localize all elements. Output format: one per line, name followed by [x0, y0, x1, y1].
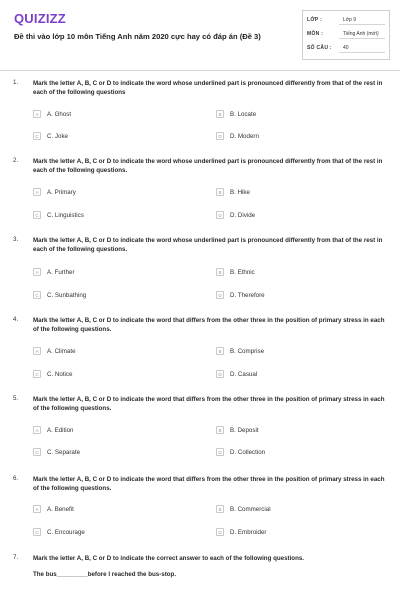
option-b[interactable]	[216, 346, 264, 356]
question-text: Mark the letter A, B, C or D to indicate the word whose underlined part is pronounced differently from that of the rest in each of the following questions.	[33, 158, 383, 175]
option-c[interactable]	[33, 131, 68, 141]
meta-value: Lớp 9	[343, 17, 357, 23]
option-text: C. Joke	[47, 132, 68, 140]
option-letter: C	[33, 132, 41, 140]
option-text: B. Hike	[230, 188, 250, 196]
option-c[interactable]	[33, 447, 80, 457]
option-text: D. Divide	[230, 211, 256, 219]
option-b[interactable]	[216, 425, 259, 435]
option-letter: A	[33, 426, 41, 434]
meta-divider	[339, 24, 385, 25]
option-a[interactable]	[33, 109, 71, 119]
option-text: B. Commercial	[230, 505, 271, 513]
option-c[interactable]	[33, 290, 86, 300]
option-text: B. Locate	[230, 110, 257, 118]
option-text: A. Ghost	[47, 110, 72, 118]
option-d[interactable]	[216, 369, 257, 379]
option-text: D. Collection	[230, 448, 266, 456]
option-letter: C	[33, 528, 41, 536]
option-c[interactable]	[33, 527, 85, 537]
option-text: C. Linguistics	[47, 211, 84, 219]
option-letter: D	[216, 132, 224, 140]
option-text: D. Modern	[230, 132, 259, 140]
option-b[interactable]	[216, 267, 255, 277]
option-d[interactable]	[216, 290, 265, 300]
option-text: B. Comprise	[230, 347, 265, 355]
meta-divider	[339, 52, 385, 53]
meta-value: 40	[343, 45, 349, 51]
meta-divider	[339, 38, 385, 39]
question-number: 7.	[13, 554, 19, 561]
option-letter: D	[216, 211, 224, 219]
option-text: B. Ethnic	[230, 268, 255, 276]
option-b[interactable]	[216, 109, 256, 119]
option-letter: A	[33, 110, 41, 118]
question-text: Mark the letter A, B, C or D to indicate the word that differs from the other three in the position of primary stress in each of the following questions.	[33, 317, 385, 334]
option-letter: B	[216, 426, 224, 434]
option-c[interactable]	[33, 369, 72, 379]
option-letter: B	[216, 110, 224, 118]
option-letter: B	[216, 347, 224, 355]
option-text: B. Deposit	[230, 426, 259, 434]
option-letter: B	[216, 188, 224, 196]
option-text: C. Sunbathing	[47, 291, 87, 299]
option-a[interactable]	[33, 346, 76, 356]
meta-info-box	[302, 10, 390, 60]
option-a[interactable]	[33, 504, 74, 514]
option-text: A. Benefit	[47, 505, 74, 513]
meta-key: SỐ CÂU :	[307, 45, 332, 51]
option-letter: B	[216, 268, 224, 276]
option-text: D. Casual	[230, 370, 258, 378]
option-letter: B	[216, 505, 224, 513]
option-a[interactable]	[33, 425, 73, 435]
option-text: C. Notice	[47, 370, 73, 378]
option-d[interactable]	[216, 447, 265, 457]
meta-key: LỚP :	[307, 17, 323, 23]
option-text: A. Climate	[47, 347, 76, 355]
question-number: 4.	[13, 316, 19, 323]
question-text: Mark the letter A, B, C or D to indicate the word that differs from the other three in the position of primary stress in each of the following questions.	[33, 396, 385, 413]
option-text: A. Edition	[47, 426, 74, 434]
option-letter: D	[216, 370, 224, 378]
question-number: 6.	[13, 475, 19, 482]
option-letter: D	[216, 528, 224, 536]
page-title: Đề thi vào lớp 10 môn Tiếng Anh năm 2020 cực hay có đáp án (Đề 3)	[14, 32, 261, 41]
question-text: Mark the letter A, B, C or D to indicate the correct answer to each of the following questions.	[33, 555, 305, 562]
option-text: A. Primary	[47, 188, 76, 196]
quizizz-logo: QUIZIZZ	[14, 11, 66, 26]
option-a[interactable]	[33, 187, 76, 197]
question-number: 1.	[13, 79, 19, 86]
question-number: 5.	[13, 395, 19, 402]
option-letter: C	[33, 291, 41, 299]
option-a[interactable]	[33, 267, 75, 277]
option-text: A. Further	[47, 268, 75, 276]
option-letter: A	[33, 188, 41, 196]
option-c[interactable]	[33, 210, 84, 220]
meta-value: Tiếng Anh (mới)	[343, 31, 379, 37]
option-letter: A	[33, 268, 41, 276]
option-letter: A	[33, 505, 41, 513]
option-text: C. Encourage	[47, 528, 85, 536]
option-letter: C	[33, 448, 41, 456]
question-text: Mark the letter A, B, C or D to indicate the word whose underlined part is pronounced differently from that of the rest in each of the following questions.	[33, 237, 383, 254]
question-text: Mark the letter A, B, C or D to indicate the word whose underlined part is pronounced differently from that of the rest in each of the following questions	[33, 80, 383, 97]
option-b[interactable]	[216, 187, 250, 197]
question-text: Mark the letter A, B, C or D to indicate the word that differs from the other three in the position of primary stress in each of the following questions.	[33, 476, 385, 493]
option-d[interactable]	[216, 210, 255, 220]
meta-key: MÔN :	[307, 31, 324, 37]
option-text: D. Embroider	[230, 528, 267, 536]
header-divider	[0, 70, 400, 71]
option-text: C. Separate	[47, 448, 81, 456]
question-number: 3.	[13, 236, 19, 243]
option-letter: C	[33, 211, 41, 219]
option-letter: A	[33, 347, 41, 355]
option-text: D. Therefore	[230, 291, 265, 299]
option-letter: D	[216, 291, 224, 299]
option-letter: D	[216, 448, 224, 456]
option-d[interactable]	[216, 527, 266, 537]
option-letter: C	[33, 370, 41, 378]
fill-in-sentence: The bus_________before I reached the bus-stop.	[33, 571, 177, 578]
question-number: 2.	[13, 157, 19, 164]
option-b[interactable]	[216, 504, 271, 514]
option-d[interactable]	[216, 131, 259, 141]
